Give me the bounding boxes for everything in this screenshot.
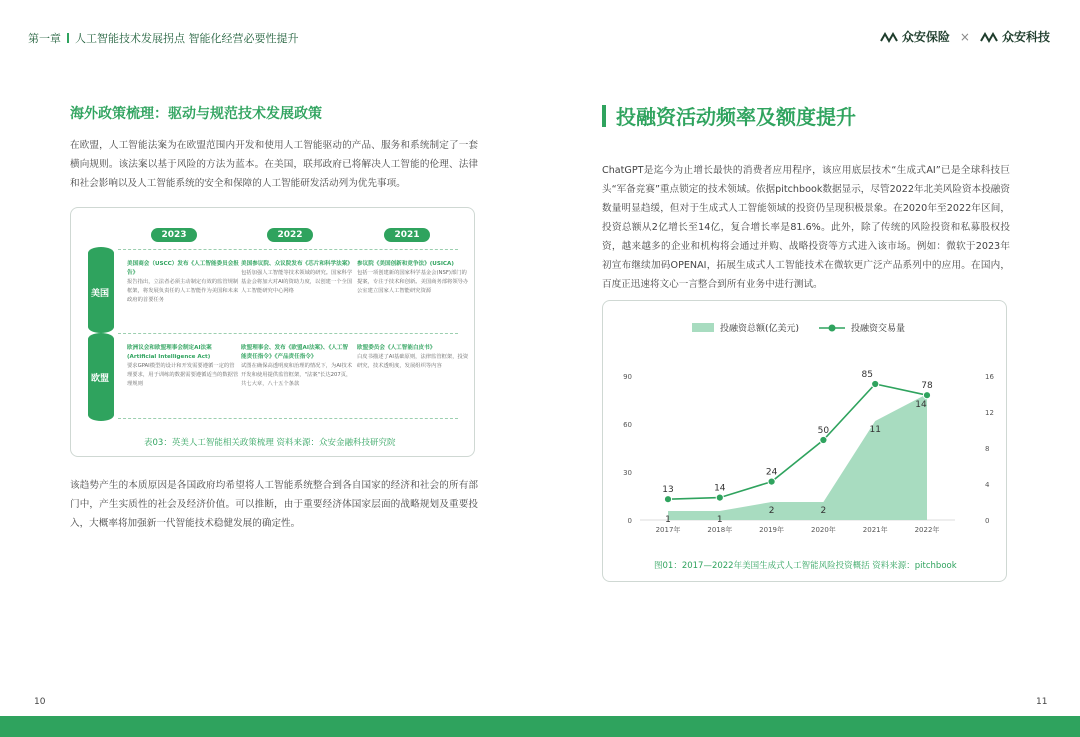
area-data-label: 14 — [915, 400, 927, 410]
policy-body: 试图在确保高透明度和治理的情况下，为AI技术开发和使用提供监管框架，"法案"长达207页，共七大章，八十五个条款 — [241, 363, 353, 387]
chapter-subtitle: 人工智能技术发展拐点 智能化经营必要性提升 — [75, 32, 299, 45]
policy-body: 要求GPAI模型的设计和开发需要遵循一定的管理要求，用于训练的数据需要遵循适当的数据管理规则 — [127, 363, 239, 387]
x-tick-label: 2018年 — [707, 526, 733, 534]
legend-line-label: 投融资交易量 — [851, 324, 906, 334]
line-point — [768, 478, 775, 485]
area-data-label: 11 — [869, 425, 881, 435]
policy-body: 白皮书描述了AI基础原则，法律监管框架，投资研究，技术透明度，发展组织等内容 — [357, 354, 469, 369]
x-tick-label: 2022年 — [914, 526, 940, 534]
area-data-label: 2 — [820, 506, 827, 516]
right-paragraph: ChatGPT是迄今为止增长最快的消费者应用程序，该应用底层技术“生成式AI”已是全球科技巨头“军备竞赛”重点锁定的技术领域。依据pitchbook数据显示，尽管2022年北美风险资本投融资数量明显趋缓，但对于生成式人工智能领域的投资仍呈现积极景象。在2020年至2022年区间，投资总额从2亿增长至14亿，复合增长率是81.6%。此外，除了传统的风险投资和私募股权投资，越来越多的企业和机构将会通过并购、战略投资等方式进入该市场。例如：微软于2023年初宣布继续加码OPENAI，拓展生成式人工智能技术在微软更广泛产品系列中的应用。在国内，百度正迅速将文心一言整合到所有业务中进行测试。 — [602, 165, 1010, 290]
y-left-tick-label: 0 — [627, 517, 632, 525]
year-pill-2021: 2021 — [384, 228, 430, 242]
y-right-tick-label: 4 — [985, 481, 990, 489]
policy-cell — [127, 260, 239, 305]
policy-cell — [127, 344, 239, 389]
zhongan-tech-logo-icon — [980, 31, 998, 43]
line-data-label: 13 — [662, 485, 674, 496]
y-left-tick-label: 90 — [623, 373, 632, 381]
policy-body: 包括加强人工智能等技术领域的研究。国家科学基金会将加大对AI的资助力度，以创建一个全国人工智能研究中心网络 — [241, 270, 353, 294]
policy-title: 欧盟委员会《人工智能白皮书》 — [357, 345, 436, 351]
zhongan-logo-icon — [880, 31, 898, 43]
policy-cell — [357, 260, 469, 296]
investment-chart — [610, 360, 1000, 540]
year-pill-2022: 2022 — [267, 228, 313, 242]
chart-caption: 图01：2017—2022年美国生成式人工智能风险投资概括 资料来源：pitchbook — [654, 561, 957, 571]
x-tick-label: 2021年 — [862, 526, 888, 534]
line-point — [716, 494, 723, 501]
year-pill-2023: 2023 — [151, 228, 197, 242]
right-heading-text: 投融资活动频率及额度提升 — [616, 105, 856, 129]
table-divider — [118, 249, 458, 250]
y-right-tick-label: 8 — [985, 445, 990, 453]
legend-area-label: 投融资总额(亿美元) — [720, 324, 800, 334]
region-label-us: 美国 — [91, 289, 110, 299]
policy-cell — [241, 260, 353, 296]
line-data-label: 50 — [817, 426, 830, 436]
left-paragraph-1: 在欧盟，人工智能法案为在欧盟范围内开发和使用人工智能驱动的产品、服务和系统制定了一套横向规则。该法案以基于风险的方法为蓝本。在美国，联邦政府已将解决人工智能的伦理、法律和社会影响以及人工智能系统的安全和保障的人工智能研发活动列为优先事项。 — [70, 140, 478, 189]
legend-area-swatch — [692, 323, 714, 332]
left-paragraph-2: 该趋势产生的本质原因是各国政府均希望将人工智能系统整合到各自国家的经济和社会的所有部门中，产生实质性的社会及经济价值。可以推断，由于重要经济体国家层面的战略规划及重要投入，大概率将加强新一代智能技术稳健发展的确定性。 — [70, 480, 478, 529]
y-left-tick-label: 60 — [623, 421, 632, 429]
brand-tech: 众安科技 — [1001, 30, 1050, 44]
y-left-tick-label: 30 — [623, 469, 632, 477]
page-number-right: 11 — [1036, 697, 1048, 707]
line-data-label: 24 — [765, 467, 778, 478]
running-header — [28, 30, 299, 46]
chart-legend — [692, 321, 905, 334]
region-label-eu: 欧盟 — [91, 374, 110, 384]
right-section-heading — [602, 101, 856, 130]
x-tick-label: 2020年 — [810, 526, 836, 534]
policy-title: 参议院《美国创新和竞争法》(USICA) — [357, 261, 454, 267]
policy-title: 美国参议院、众议院发布《芯片和科学法案》 — [241, 261, 353, 267]
heading-accent-bar — [602, 105, 606, 127]
brand-insurance: 众安保险 — [901, 30, 950, 44]
legend-line-swatch — [819, 323, 845, 333]
y-right-tick-label: 0 — [985, 517, 990, 525]
line-point — [664, 496, 671, 503]
times-sign: × — [959, 29, 970, 44]
policy-cell — [357, 344, 469, 371]
page-number-left: 10 — [34, 697, 46, 707]
table-caption: 表03：英美人工智能相关政策梳理 资料来源：众安金融科技研究院 — [144, 438, 396, 448]
line-data-label: 14 — [714, 483, 726, 494]
y-right-tick-label: 16 — [985, 373, 994, 381]
line-point — [820, 436, 827, 443]
area-series-investment-amount — [668, 394, 927, 520]
policy-body: 报告指出，立法者必须主动制定有效的监管规制框架，将发展负责任的人工智能作为美国和未来政府的首要任务 — [127, 279, 239, 303]
policy-cell — [241, 344, 353, 389]
table-divider — [118, 333, 458, 334]
header-separator — [67, 33, 69, 43]
line-data-label: 78 — [921, 381, 933, 392]
y-right-tick-label: 12 — [985, 409, 994, 417]
policy-title: 美国商会（USCC）发布《人工智能委员会报告》 — [127, 261, 239, 276]
area-data-label: 1 — [665, 515, 671, 525]
line-data-label: 85 — [861, 370, 873, 380]
brand-logos — [880, 28, 1050, 45]
chapter-label: 第一章 — [28, 32, 61, 45]
footer-bar — [0, 716, 1080, 737]
x-tick-label: 2017年 — [655, 526, 681, 534]
policy-table-card — [70, 207, 475, 457]
policy-title: 欧洲议会和欧盟理事会制定AI法案(Artificial Intelligence Act) — [127, 345, 212, 360]
policy-body: 包括一项创建新的国家科学基金会(NSF)部门的提案，专注于技术和创新。美国商务部将领导办公室建立国家人工智能研究资源 — [357, 270, 469, 294]
line-point — [872, 380, 879, 387]
line-point — [923, 392, 930, 399]
left-section-heading: 海外政策梳理：驱动与规范技术发展政策 — [70, 106, 322, 122]
area-data-label: 1 — [716, 515, 723, 525]
x-tick-label: 2019年 — [759, 526, 785, 534]
policy-title: 欧盟理事会、发布《欧盟AI法案》、《人工智能责任指令》《产品责任指令》 — [241, 345, 349, 360]
table-divider — [118, 418, 458, 419]
area-data-label: 2 — [768, 506, 775, 516]
